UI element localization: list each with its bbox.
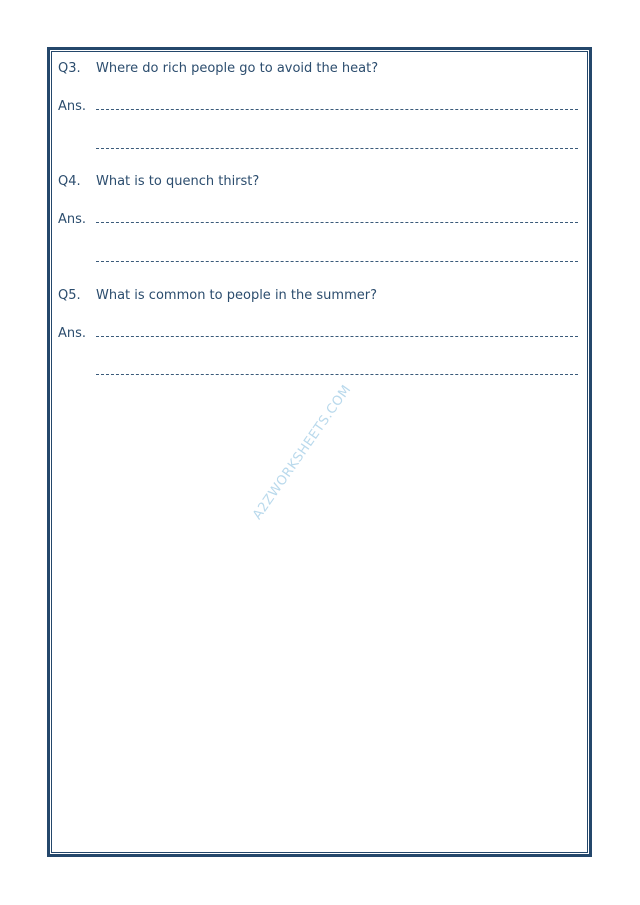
watermark: A2ZWORKSHEETS.COM: [250, 382, 355, 523]
question-number: Q5.: [58, 288, 81, 303]
answer-line[interactable]: [96, 148, 578, 149]
answer-line[interactable]: [96, 261, 578, 262]
answer-line[interactable]: [96, 374, 578, 375]
answer-label: Ans.: [58, 212, 87, 227]
page-border-inner: [51, 51, 588, 853]
answer-label: Ans.: [58, 99, 87, 114]
question-text: Where do rich people go to avoid the heat?: [96, 61, 379, 76]
answer-line[interactable]: [96, 109, 578, 110]
question-text: What is common to people in the summer?: [96, 288, 377, 303]
question-number: Q4.: [58, 174, 81, 189]
answer-line[interactable]: [96, 222, 578, 223]
question-number: Q3.: [58, 61, 81, 76]
answer-line[interactable]: [96, 336, 578, 337]
question-text: What is to quench thirst?: [96, 174, 260, 189]
answer-label: Ans.: [58, 326, 87, 341]
